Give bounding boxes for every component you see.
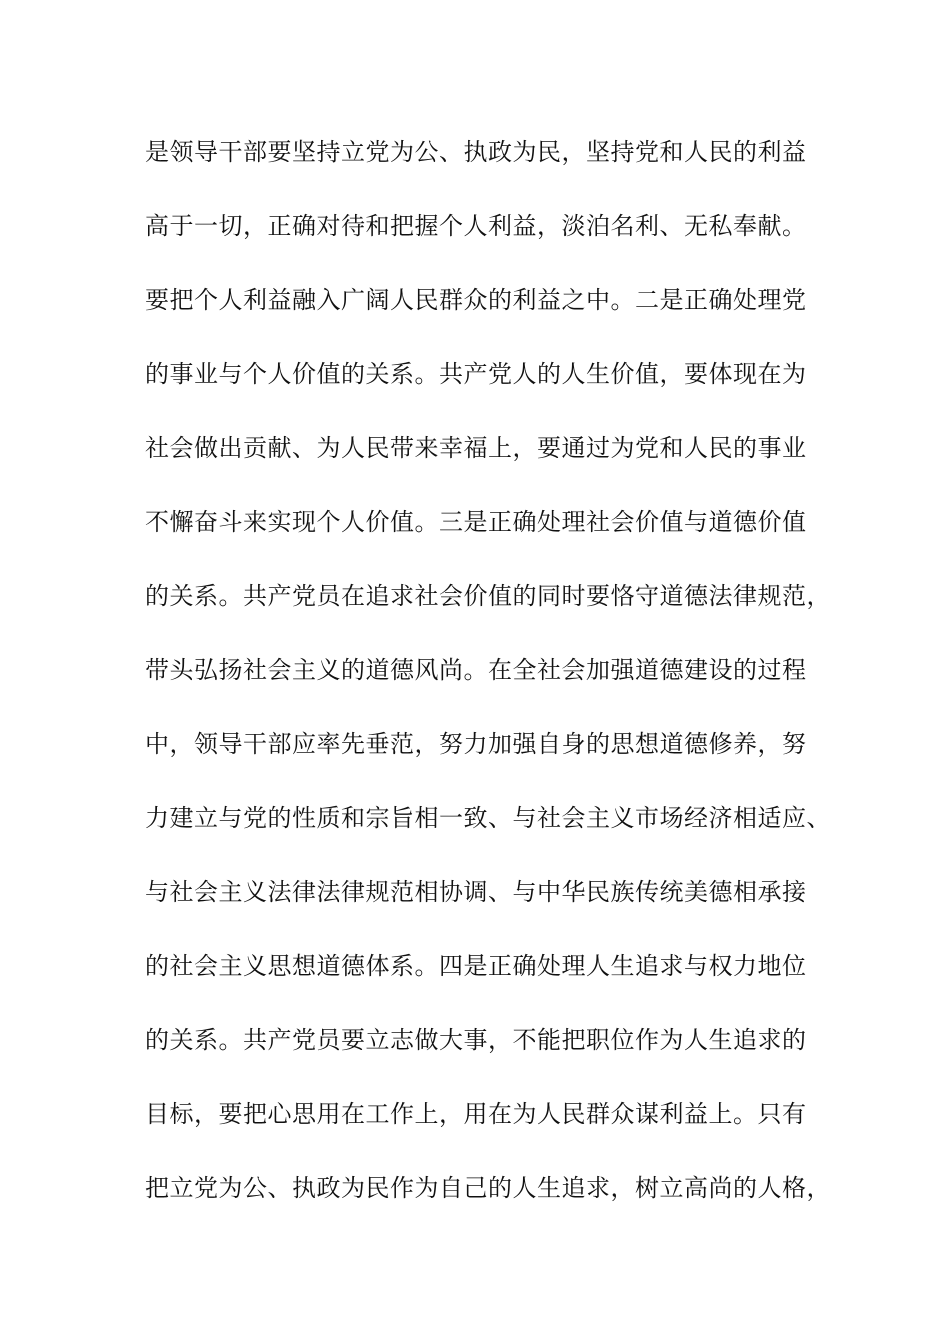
text-line: 把立党为公、执政为民作为自己的人生追求，树立高尚的人格， <box>145 1174 831 1202</box>
text-line: 的社会主义思想道德体系。四是正确处理人生追求与权力地位 <box>145 952 807 980</box>
text-line: 与社会主义法律法律规范相协调、与中华民族传统美德相承接 <box>145 878 807 906</box>
text-line: 的关系。共产党员要立志做大事，不能把职位作为人生追求的 <box>145 1026 807 1054</box>
text-line: 要把个人利益融入广阔人民群众的利益之中。二是正确处理党 <box>145 286 807 314</box>
text-line: 不懈奋斗来实现个人价值。三是正确处理社会价值与道德价值 <box>145 508 807 536</box>
text-line: 中，领导干部应率先垂范，努力加强自身的思想道德修养，努 <box>145 730 807 758</box>
body-text <box>145 130 831 1240</box>
text-line: 社会做出贡献、为人民带来幸福上，要通过为党和人民的事业 <box>145 434 807 462</box>
text-line: 的事业与个人价值的关系。共产党人的人生价值，要体现在为 <box>145 360 807 388</box>
text-line: 力建立与党的性质和宗旨相一致、与社会主义市场经济相适应、 <box>145 804 831 832</box>
text-line: 是领导干部要坚持立党为公、执政为民，坚持党和人民的利益 <box>145 138 807 166</box>
text-line: 带头弘扬社会主义的道德风尚。在全社会加强道德建设的过程 <box>145 656 807 684</box>
text-line: 目标，要把心思用在工作上，用在为人民群众谋利益上。只有 <box>145 1100 807 1128</box>
text-line: 高于一切，正确对待和把握个人利益，淡泊名利、无私奉献。 <box>145 212 807 240</box>
text-line: 的关系。共产党员在追求社会价值的同时要恪守道德法律规范， <box>145 582 831 610</box>
